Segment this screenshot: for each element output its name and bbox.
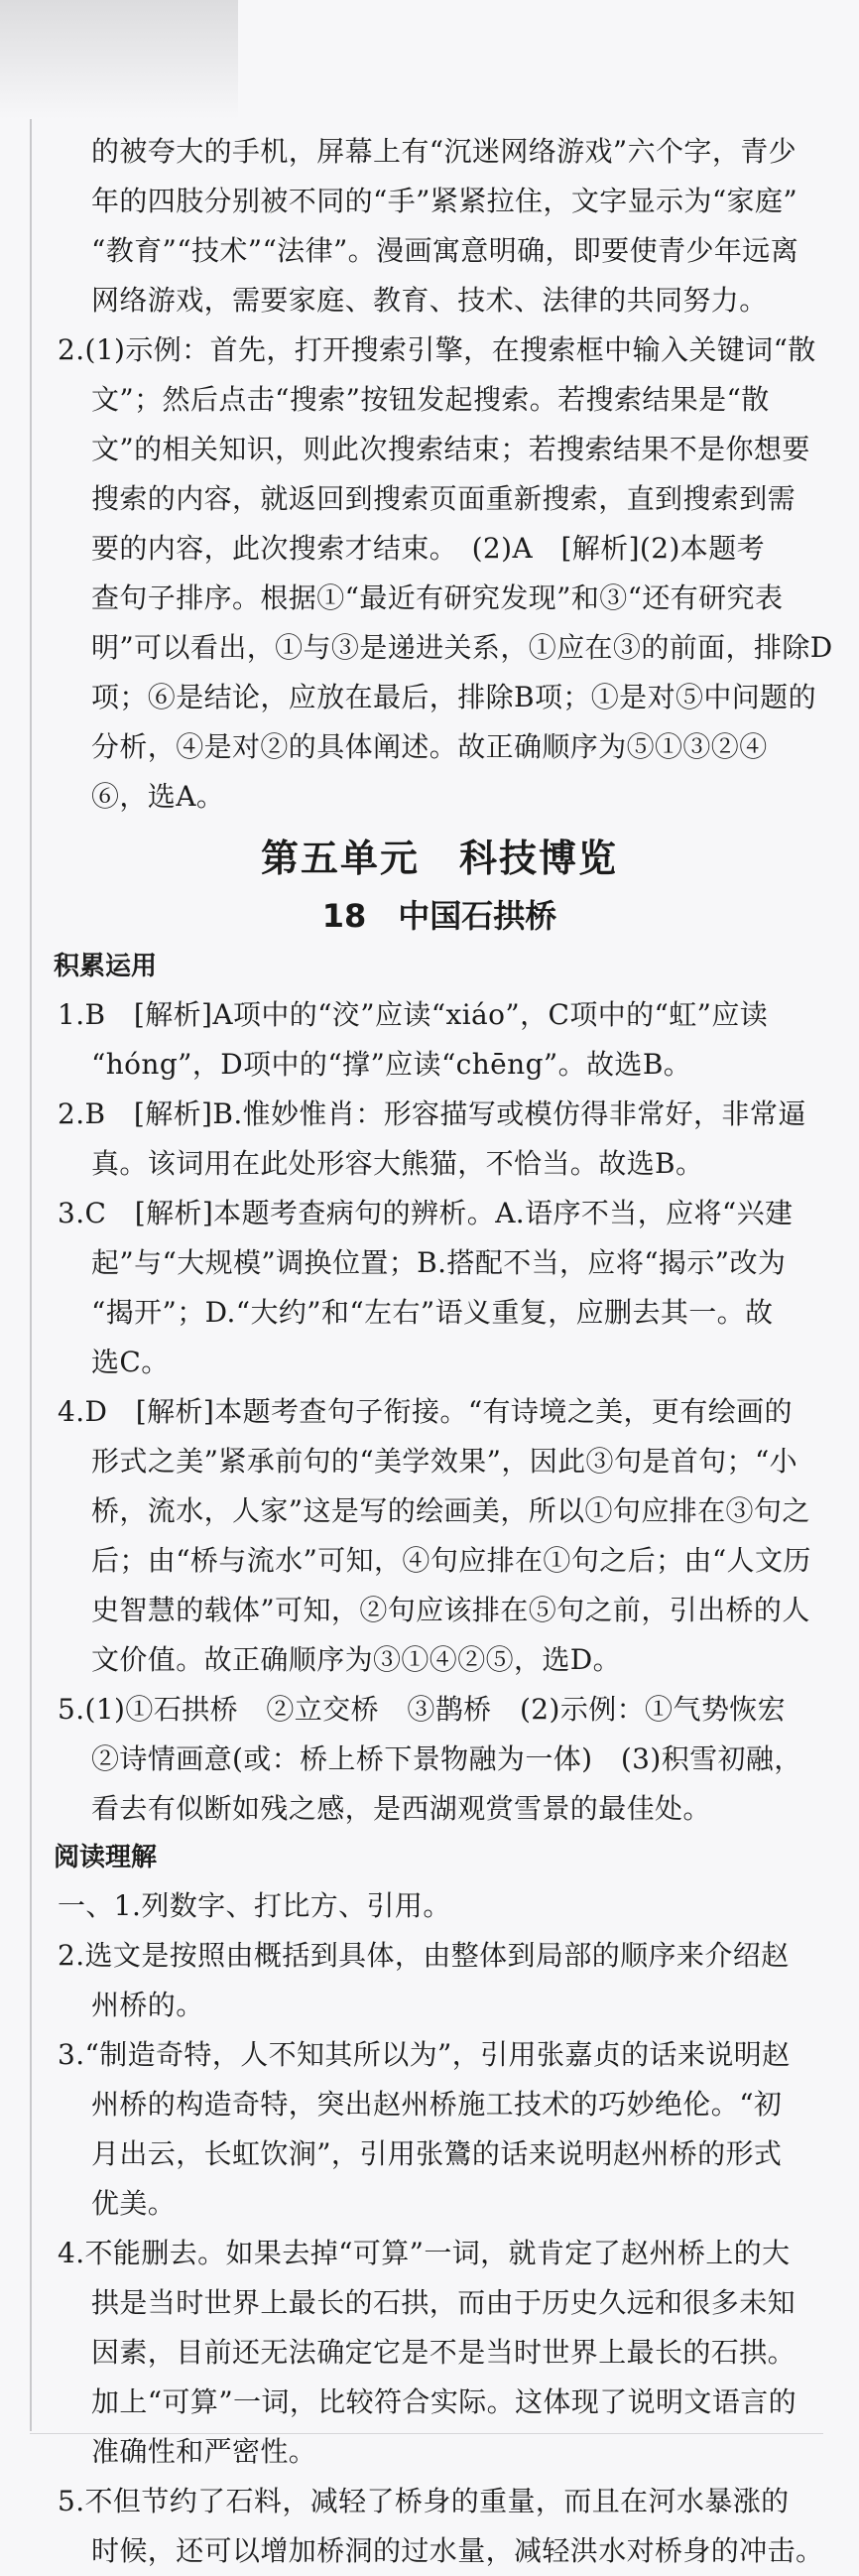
text-line: 起”与“大规模”调换位置；B.搭配不当，应将“揭示”改为	[91, 1246, 787, 1279]
text-line: 年的四肢分别被不同的“手”紧紧拉住，文字显示为“家庭”	[91, 185, 798, 217]
margin-rule	[30, 119, 32, 2431]
scan-shadow	[0, 0, 238, 119]
unit-title: 第五单元 科技博览	[260, 837, 618, 880]
text-line: 时候，还可以增加桥洞的过水量，减轻洪水对桥身的冲击。	[91, 2534, 824, 2567]
text-line: 项；⑥是结论，应放在最后，排除B项；①是对⑤中问题的	[91, 681, 816, 713]
text-line: 文”的相关知识，则此次搜索结束；若搜索结果不是你想要	[91, 433, 810, 465]
answer-content	[54, 127, 833, 2576]
footer-rule	[30, 2433, 823, 2434]
text-line: 网络游戏，需要家庭、教育、技术、法律的共同努力。	[91, 284, 768, 317]
text-line: 文”；然后点击“搜索”按钮发起搜索。若搜索结果是“散	[91, 383, 770, 416]
text-line: 2.(1)示例：首先，打开搜索引擎，在搜索框中输入关键词“散	[58, 333, 816, 366]
text-line: 4.D [解析]本题考查句子衔接。“有诗境之美，更有绘画的	[58, 1395, 793, 1428]
text-line: 明”可以看出，①与③是递进关系，①应在③的前面，排除D	[91, 631, 833, 664]
text-line: 5.不但节约了石料，减轻了桥身的重量，而且在河水暴涨的	[58, 2485, 790, 2517]
text-line: 月出云，长虹饮涧”，引用张鷟的话来说明赵州桥的形式	[91, 2137, 783, 2170]
text-line: 拱是当时世界上最长的石拱，而由于历史久远和很多未知	[91, 2286, 797, 2319]
text-line: 分析，④是对②的具体阐述。故正确顺序为⑤①③②④	[91, 730, 768, 763]
text-line: 文价值。故正确顺序为③①④②⑤，选D。	[91, 1643, 622, 1676]
text-line: 准确性和严密性。	[91, 2435, 317, 2468]
text-line: 真。该词用在此处形容大熊猫，不恰当。故选B。	[91, 1147, 704, 1180]
text-line: 加上“可算”一词，比较符合实际。这体现了说明文语言的	[91, 2385, 798, 2418]
text-line: 3.C [解析]本题考查病句的辨析。A.语序不当，应将“兴建	[58, 1197, 794, 1229]
text-line: 州桥的构造奇特，突出赵州桥施工技术的巧妙绝伦。“初	[91, 2088, 783, 2121]
text-line: ②诗情画意(或：桥上桥下景物融为一体) (3)积雪初融，	[91, 1742, 802, 1775]
text-line: 要的内容，此次搜索才结束。 (2)A [解析](2)本题考	[91, 532, 765, 565]
text-line: 查句子排序。根据①“最近有研究发现”和③“还有研究表	[91, 581, 784, 614]
text-line: 因素，目前还无法确定它是不是当时世界上最长的石拱。	[91, 2336, 797, 2369]
text-line: 形式之美”紧承前句的“美学效果”，因此③句是首句；“小	[91, 1445, 798, 1478]
text-line: 2.B [解析]B.惟妙惟肖：形容描写或模仿得非常好，非常逼	[58, 1097, 806, 1130]
text-line: “教育”“技术”“法律”。漫画寓意明确，即要使青少年远离	[91, 234, 799, 267]
text-line: 桥，流水，人家”这是写的绘画美，所以①句应排在③句之	[91, 1494, 810, 1527]
lesson-title: 18 中国石拱桥	[321, 897, 557, 935]
text-line: 2.选文是按照由概括到具体，由整体到局部的顺序来介绍赵	[58, 1939, 790, 1972]
answer-block-previous-unit	[58, 127, 833, 822]
text-line: 1.B [解析]A项中的“洨”应读“xiáo”，C项中的“虹”应读	[58, 998, 769, 1031]
text-line: ⑥，选A。	[91, 780, 225, 813]
text-line: 一、1.列数字、打比方、引用。	[58, 1889, 451, 1922]
text-line: 选C。	[91, 1346, 170, 1378]
text-line: “揭开”；D.“大约”和“左右”语义重复，应删去其一。故	[91, 1296, 774, 1329]
section-heading-reading: 阅读理解	[54, 1843, 158, 1872]
text-line: “hóng”，D项中的“撑”应读“chēng”。故选B。	[91, 1048, 692, 1081]
text-line: 3.“制造奇特，人不知其所以为”，引用张嘉贞的话来说明赵	[58, 2038, 791, 2071]
section-heading-accumulation: 积累运用	[54, 952, 158, 981]
text-line: 州桥的。	[91, 1989, 204, 2021]
text-line: 后；由“桥与流水”可知，④句应排在①句之后；由“人文历	[91, 1544, 811, 1577]
answer-block-reading	[58, 1881, 824, 2576]
text-line: 的被夸大的手机，屏幕上有“沉迷网络游戏”六个字，青少	[91, 135, 798, 168]
text-line: 搜索的内容，就返回到搜索页面重新搜索，直到搜索到需	[91, 482, 797, 515]
text-line: 4.不能删去。如果去掉“可算”一词，就肯定了赵州桥上的大	[58, 2237, 791, 2269]
text-line: 5.(1)①石拱桥 ②立交桥 ③鹊桥 (2)示例：①气势恢宏	[58, 1693, 787, 1726]
text-line: 优美。	[91, 2187, 177, 2220]
text-line: 看去有似断如残之感，是西湖观赏雪景的最佳处。	[91, 1792, 711, 1825]
answer-block-accumulation	[58, 990, 821, 1834]
text-line: 史智慧的载体”可知，②句应该排在⑤句之前，引出桥的人	[91, 1594, 810, 1626]
